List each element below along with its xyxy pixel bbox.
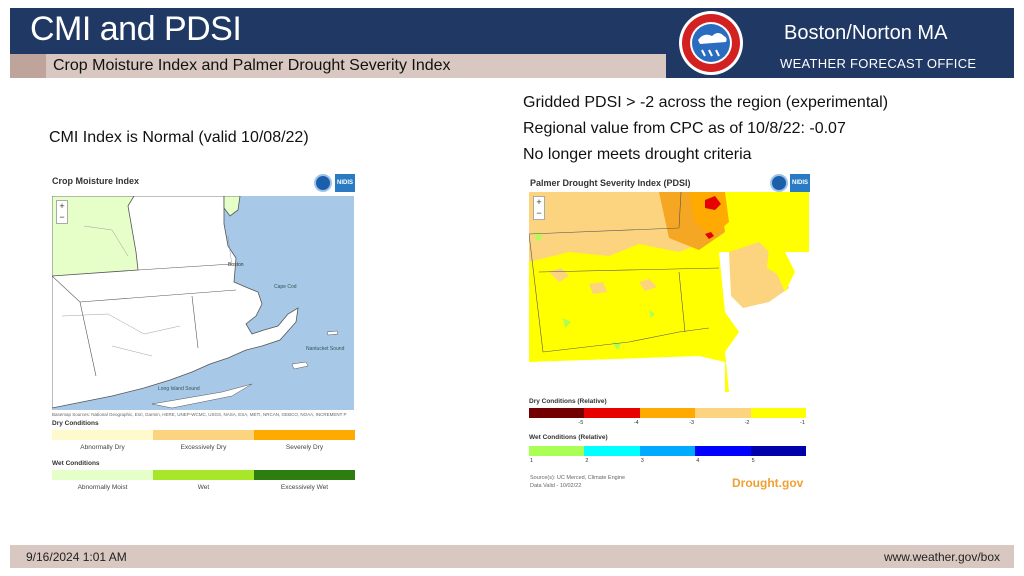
note-line: Regional value from CPC as of 10/8/22: -0.07	[523, 120, 846, 137]
pdsi-notes	[523, 90, 888, 168]
office-subtitle: WEATHER FORECAST OFFICE	[780, 56, 977, 71]
cmi-map[interactable]	[52, 196, 354, 410]
cmi-wet-label: Excessively Wet	[280, 484, 329, 491]
noaa-logo-icon	[770, 174, 788, 192]
nws-logo-icon	[678, 10, 744, 76]
pdsi-wet-tick-label: 2	[585, 458, 589, 464]
cmi-zoom-control[interactable]	[56, 200, 68, 224]
pdsi-map-graphic	[529, 192, 809, 392]
pdsi-wet-tick-label: 4	[696, 458, 700, 464]
pdsi-wet-heading: Wet Conditions (Relative)	[529, 434, 608, 441]
map-label-boston: Boston	[228, 262, 244, 268]
note-line: No longer meets drought criteria	[523, 146, 752, 163]
pdsi-dry-swatch	[529, 408, 584, 418]
map-label-cape-cod: Cape Cod	[274, 284, 297, 290]
valid-date-line: Data Valid - 10/02/22	[530, 483, 582, 489]
pdsi-zoom-control[interactable]	[533, 196, 545, 220]
zoom-out-button[interactable]: −	[59, 212, 65, 222]
zoom-out-button[interactable]: −	[536, 208, 542, 218]
pdsi-dry-heading: Dry Conditions (Relative)	[529, 398, 607, 405]
cmi-panel-title: Crop Moisture Index	[52, 176, 140, 186]
pdsi-dry-swatch	[695, 408, 750, 418]
office-banner	[666, 8, 1014, 78]
pdsi-map[interactable]	[529, 192, 809, 392]
pdsi-dry-tick-label: -4	[633, 420, 639, 426]
zoom-in-button[interactable]: +	[59, 201, 65, 211]
pdsi-dry-tick-label: -5	[578, 420, 584, 426]
pdsi-dry-tick-label: -3	[689, 420, 695, 426]
cmi-dry-label: Abnormally Dry	[80, 444, 125, 451]
subtitle-accent	[10, 54, 46, 78]
pdsi-wet-tick-label: 1	[530, 458, 534, 464]
pdsi-wet-swatch	[640, 446, 695, 456]
cmi-wet-label: Wet	[197, 484, 210, 491]
cmi-wet-label: Abnormally Moist	[77, 484, 128, 491]
footer-date: 9/16/2024 1:01 AM	[26, 550, 127, 564]
nidis-badge: NIDIS	[790, 174, 810, 192]
map-label-long-island: Long Island Sound	[158, 386, 200, 392]
noaa-logo-icon	[314, 174, 332, 192]
cmi-caption: CMI Index is Normal (valid 10/08/22)	[49, 129, 309, 146]
map-label-nantucket: Nantucket Sound	[306, 346, 345, 352]
pdsi-dry-swatch	[584, 408, 639, 418]
pdsi-dry-swatch	[751, 408, 806, 418]
pdsi-map-panel	[526, 170, 814, 494]
pdsi-wet-swatch	[695, 446, 750, 456]
cmi-dry-swatch	[153, 430, 254, 440]
pdsi-wet-swatch	[529, 446, 584, 456]
cmi-dry-swatch	[52, 430, 153, 440]
pdsi-wet-swatch	[584, 446, 639, 456]
footer-bar	[10, 545, 1014, 568]
zoom-in-button[interactable]: +	[536, 197, 542, 207]
cmi-wet-swatch	[153, 470, 254, 480]
cmi-map-graphic	[52, 196, 354, 410]
drought-gov-logo: Drought.gov	[732, 476, 804, 490]
pdsi-dry-swatch	[640, 408, 695, 418]
cmi-dry-heading: Dry Conditions	[52, 420, 99, 427]
pdsi-wet-tick-label: 3	[640, 458, 644, 464]
slide-title: CMI and PDSI	[30, 10, 242, 48]
office-name: Boston/Norton MA	[784, 22, 948, 44]
note-line: Gridded PDSI > -2 across the region (experimental)	[523, 94, 889, 111]
title-bar	[10, 8, 666, 54]
nidis-badge: NIDIS	[335, 174, 355, 192]
cmi-wet-swatch	[254, 470, 355, 480]
slide-subtitle: Crop Moisture Index and Palmer Drought Severity Index	[53, 57, 451, 74]
cmi-dry-label: Severely Dry	[285, 444, 324, 451]
basemap-attribution: Basemap Sources: National Geographic, Esri, Garmin, HERE, UNEP-WCMC, USGS, NASA, ESA, METI, NRCAN, GEBCO, NOAA, INCREMENT P	[52, 412, 347, 417]
cmi-wet-heading: Wet Conditions	[52, 460, 100, 467]
cmi-dry-swatch	[254, 430, 355, 440]
pdsi-panel-title: Palmer Drought Severity Index (PDSI)	[530, 178, 691, 188]
pdsi-wet-tick-label: 5	[751, 458, 755, 464]
footer-url[interactable]: www.weather.gov/box	[883, 550, 1000, 564]
subtitle-bar	[10, 54, 666, 78]
pdsi-dry-tick-label: -1	[800, 420, 805, 426]
pdsi-source	[530, 474, 625, 490]
cmi-wet-swatch	[52, 470, 153, 480]
cmi-dry-label: Excessively Dry	[180, 444, 227, 451]
pdsi-wet-swatch	[751, 446, 806, 456]
source-line: Source(s): UC Merced, Climate Engine	[530, 475, 626, 481]
cmi-map-panel	[48, 168, 360, 496]
pdsi-dry-tick-label: -2	[744, 420, 750, 426]
